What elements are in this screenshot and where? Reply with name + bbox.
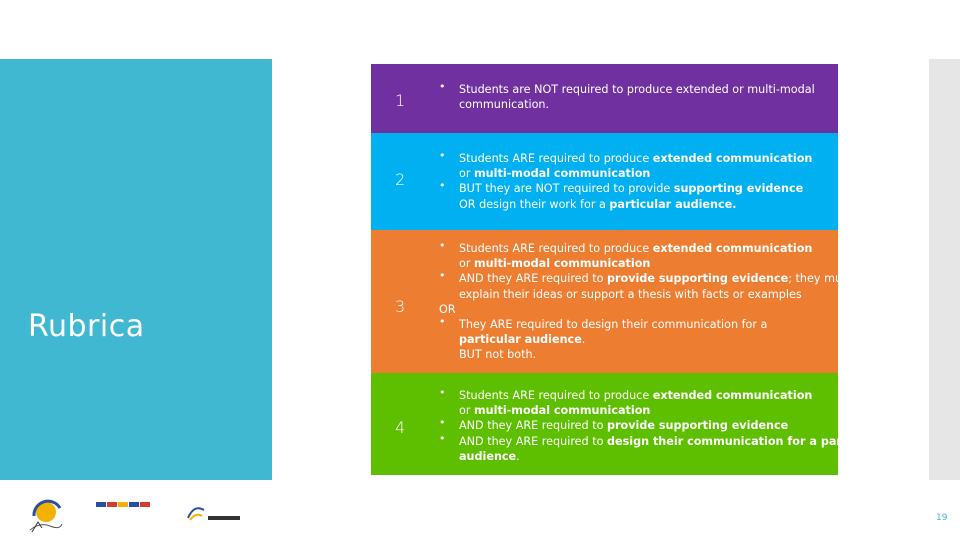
bullet-continuation [439, 332, 834, 347]
bullet-continuation [439, 287, 834, 302]
bullet-icon: • [439, 416, 446, 430]
rubric-level-number: 4 [395, 418, 406, 437]
bullet-item [439, 151, 834, 166]
criteria-text: Students are NOT required to produce extended or multi-modal [459, 83, 815, 96]
bullet-icon: • [439, 179, 446, 193]
criteria-text: Students ARE required to produce [459, 389, 653, 402]
criteria-text: . [581, 333, 586, 347]
rubric-row-3 [371, 230, 853, 373]
bullet-icon: • [439, 386, 446, 399]
emphasis-text: extended communication [652, 152, 813, 165]
criteria-text: or [459, 257, 475, 271]
bullet-item [439, 317, 834, 332]
criteria-text: BUT they are NOT required to provide [459, 182, 674, 196]
emphasis-text: extended communication [652, 242, 813, 255]
rubric-row-2 [371, 133, 838, 230]
aerbp-logo [96, 502, 152, 526]
bullet-icon: • [439, 315, 446, 329]
emphasis-text: audience [459, 449, 517, 463]
bullet-continuation [439, 97, 834, 112]
emphasis-text: extended communication [652, 389, 813, 402]
rubric-row-1 [371, 64, 838, 133]
bullet-item [439, 418, 834, 433]
criteria-text: OR design their work for a [459, 197, 610, 211]
emphasis-text: multi-modal communication [474, 167, 651, 181]
slide-title: Rubrica [28, 309, 145, 344]
criteria-text: . [516, 449, 520, 463]
criteria-text: BUT not both. [459, 348, 537, 362]
emphasis-text: design their communication for a particular [607, 434, 883, 448]
rubric-criteria [439, 82, 834, 112]
rubric-criteria [439, 386, 883, 464]
bullet-item [439, 388, 834, 403]
criteria-text: explain their ideas or support a thesis with facts or examples [459, 287, 802, 301]
emphasis-text: multi-modal communication [474, 257, 651, 271]
criteria-text: Students ARE required to produce [459, 242, 653, 255]
emphasis-text: multi-modal communication [474, 404, 651, 418]
sun-logo-icon [24, 494, 66, 536]
criteria-text: AND they ARE required to [459, 419, 607, 433]
criteria-text: communication. [459, 98, 550, 112]
rubric-table [371, 64, 883, 475]
right-margin-bar [929, 59, 960, 480]
rubric-row-4 [371, 373, 883, 475]
bullet-continuation [439, 166, 834, 181]
criteria-text: ; they must [788, 272, 853, 286]
emphasis-text: provide supporting evidence [607, 419, 789, 433]
page-number: 19 [936, 513, 948, 523]
rubric-criteria [439, 151, 834, 212]
bullet-continuation [439, 449, 834, 464]
criteria-text: They ARE required to design their communication for a [459, 318, 768, 332]
rubric-level-number: 3 [395, 297, 406, 316]
bullet-continuation [439, 302, 834, 317]
bullet-icon: • [439, 80, 446, 93]
bullet-continuation [439, 256, 834, 271]
bullet-icon: • [439, 431, 446, 445]
footer-logos [0, 486, 300, 536]
emphasis-text: particular audience. [609, 197, 737, 211]
criteria-text: AND they ARE required to [459, 272, 607, 286]
bullet-icon: • [439, 149, 446, 162]
bullet-icon: • [439, 239, 446, 252]
emphasis-text: supporting evidence [673, 182, 804, 196]
bullet-icon: • [439, 269, 446, 283]
rubric-criteria [439, 239, 853, 363]
bullet-item [439, 241, 834, 256]
criteria-text: AND they ARE required to [459, 434, 607, 448]
bullet-continuation [439, 403, 834, 418]
bullet-item [439, 181, 834, 196]
bullet-item [439, 82, 834, 97]
bullet-continuation [439, 347, 834, 362]
title-panel [0, 59, 272, 480]
criteria-text: OR [439, 302, 456, 316]
bullet-continuation [439, 197, 834, 212]
rubric-level-number: 2 [395, 170, 406, 189]
emphasis-text: provide supporting evidence [607, 272, 789, 286]
criteria-text: or [459, 167, 475, 181]
aerbp-logo-icon [96, 502, 152, 526]
cfqe-logo-icon [184, 502, 244, 524]
emphasis-text: particular audience [459, 333, 582, 347]
criteria-text: Students ARE required to produce [459, 152, 653, 165]
bullet-item [439, 431, 883, 449]
criteria-text: or [459, 404, 475, 418]
rubric-level-number: 1 [395, 91, 406, 110]
bullet-item [439, 269, 853, 286]
